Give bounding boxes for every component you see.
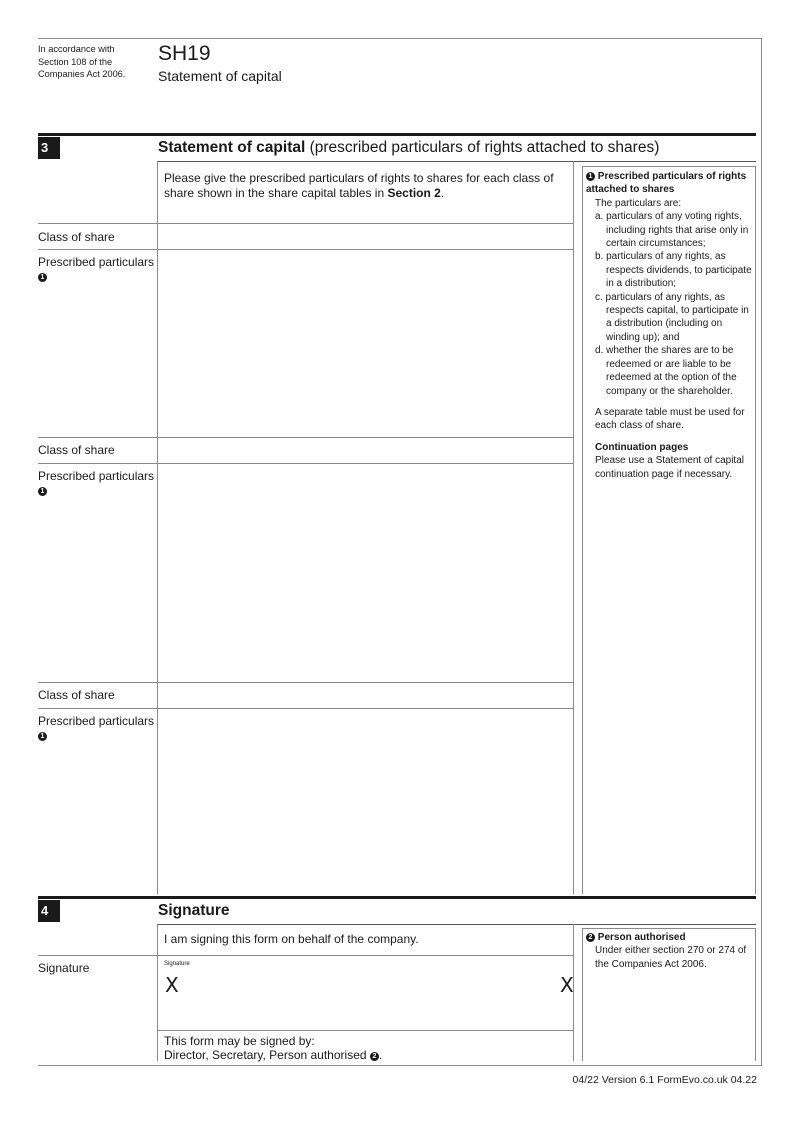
top-border [38,38,762,39]
behalf-statement: I am signing this form on behalf of the company. [164,932,419,946]
prescribed-particulars-text-3: Prescribed particulars [38,714,155,728]
class-of-share-field-2[interactable] [158,438,573,462]
form-name: Statement of capital [158,68,282,84]
prescribed-particulars-field-2[interactable] [158,464,573,680]
class-of-share-field-1[interactable] [158,224,573,248]
guidance-list [586,210,754,398]
section-3-instruction [164,171,569,201]
section-3-guidance-top [582,166,756,167]
section-4-rule [38,896,756,899]
note-1-marker-icon: 1 [38,487,47,496]
signed-by-line-2-wrap: Director, Secretary, Person authorised 2 . [164,1048,383,1062]
signature-x-mark-right: X [560,973,574,997]
guidance-person-authorised-text: Under either section 270 or 274 of the Companies Act 2006. [595,945,747,970]
section-4-guidance [586,931,754,971]
prescribed-particulars-label-1 [38,255,154,283]
section-4-title [158,902,229,920]
class-of-share-label-1: Class of share [38,230,115,244]
signature-field[interactable] [158,956,573,1030]
right-border [761,38,762,1065]
section-4-title-underline [158,924,756,925]
note-2-marker-icon: 2 [370,1052,379,1061]
prescribed-particulars-field-1[interactable] [158,250,573,436]
accordance-note [38,43,148,81]
section-4-guidance-left [582,928,583,1061]
prescribed-particulars-text-1: Prescribed particulars [38,255,155,269]
signed-by-note [164,1034,382,1062]
section-3-badge: 3 [38,137,60,159]
note-1-marker-icon: 1 [38,273,47,282]
note-1-marker-icon: 1 [38,732,47,741]
guidance-continuation-text: Please use a Statement of capital continuation page if necessary. [595,455,744,480]
prescribed-particulars-label-3 [38,714,154,742]
accordance-line-3: Companies Act 2006. [38,69,126,79]
guidance-continuation-heading: Continuation pages [595,441,689,453]
section-3-guidance [586,170,754,481]
signature-label: Signature [38,961,90,975]
section-4-title-text: Signature [158,902,230,919]
section-3-title-rest: (prescribed particulars of rights attached to shares) [309,139,660,156]
instruction-period: . [440,186,445,200]
form-code: SH19 [158,42,211,65]
section-4-guidance-top [582,928,756,929]
signature-small-label: Signature [164,961,190,967]
prescribed-particulars-text-2: Prescribed particulars [38,469,155,483]
class-of-share-label-3: Class of share [38,688,115,702]
bottom-border [38,1065,762,1066]
note-2-marker-icon: 2 [586,933,595,942]
guidance-heading-2-text: Person authorised [597,932,686,943]
signed-by-line-1: This form may be signed by: [164,1034,315,1048]
instruction-text: Please give the prescribed particulars of rights to shares for each class of share shown in the share capital tables in [164,171,554,200]
guidance-heading-1 [586,170,754,197]
accordance-line-2: Section 108 of the [38,56,113,67]
guidance-item-c: c. particulars of any rights, as respects capital, to participate in a distribution (including on winding up); and [595,291,749,343]
instruction-section-ref: Section 2 [387,186,441,200]
footer-version: 04/22 Version 6.1 FormEvo.co.uk 04.22 [572,1074,757,1086]
section-3-middle-divider [573,161,574,894]
section-3-title [158,139,659,157]
prescribed-particulars-label-2 [38,469,154,497]
section-3-title-bold: Statement of capital [158,139,306,156]
prescribed-particulars-field-3[interactable] [158,709,573,893]
section-3-guidance-right [755,166,756,894]
guidance-heading-2 [586,931,754,944]
guidance-intro: The particulars are: [595,197,682,209]
section-4-guidance-right [755,928,756,1061]
note-1-marker-icon: 1 [586,172,595,181]
guidance-item-a: a. particulars of any voting rights, including rights that arise only in certain circumstances; [595,211,749,250]
signature-bottom-rule [158,1030,574,1031]
signed-by-line-2: Director, Secretary, Person authorised [164,1048,367,1062]
class-of-share-field-3[interactable] [158,683,573,707]
guidance-item-d: d. whether the shares are to be redeemed or are liable to be redeemed at the option of the company or the shareholder. [595,345,737,397]
class-of-share-label-2: Class of share [38,443,115,457]
signature-x-mark-left: X [165,973,179,997]
guidance-item-b: b. particulars of any rights, as respects dividends, to participate in a distribution; [595,251,752,290]
section-3-rule [38,133,756,136]
section-3-title-underline [158,161,756,162]
accordance-line-1: In accordance with [38,44,115,54]
guidance-heading-1-text: Prescribed particulars of rights attached to shares [586,171,747,196]
guidance-separate-table: A separate table must be used for each class of share. [595,406,745,432]
section-3-guidance-left [582,166,583,894]
section-4-badge: 4 [38,900,60,922]
